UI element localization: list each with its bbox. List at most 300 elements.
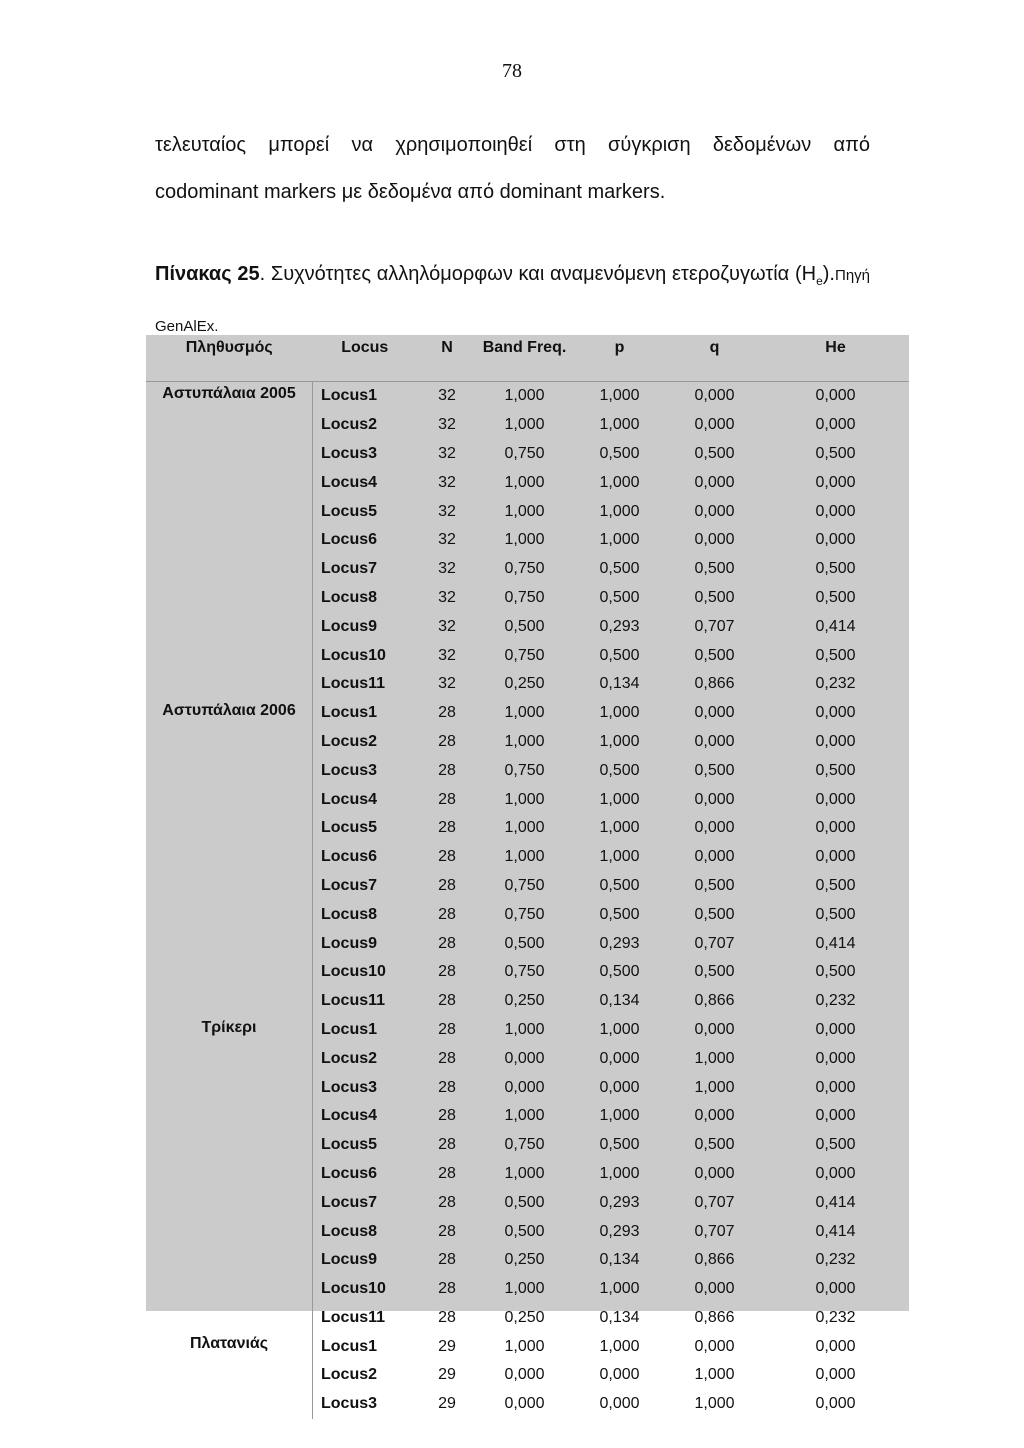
p-cell: 0,500 — [599, 876, 640, 894]
p-cell: 0,500 — [599, 588, 640, 606]
he-cell: 0,000 — [815, 531, 856, 549]
locus-cell: Locus11 — [313, 670, 418, 699]
q-cell: 0,707 — [694, 1193, 735, 1211]
population-cell — [146, 1044, 313, 1073]
population-cell — [146, 958, 313, 987]
he-cell: 0,000 — [815, 473, 856, 491]
locus-cell: Locus9 — [313, 1246, 418, 1275]
n-cell: 28 — [438, 819, 456, 837]
he-cell: 0,000 — [815, 1337, 856, 1355]
caption-label: Πίνακας 25 — [155, 263, 260, 285]
p-cell: 0,134 — [599, 992, 640, 1010]
q-cell: 0,500 — [694, 444, 735, 462]
table-row — [146, 900, 909, 929]
locus-cell: Locus2 — [313, 728, 418, 757]
band-freq-cell: 1,000 — [504, 1107, 545, 1125]
p-cell: 0,500 — [599, 761, 640, 779]
locus-cell: Locus7 — [313, 1188, 418, 1217]
p-cell: 0,500 — [599, 444, 640, 462]
p-cell: 0,000 — [599, 1078, 640, 1096]
he-cell: 0,000 — [815, 387, 856, 405]
he-cell: 0,000 — [815, 1020, 856, 1038]
n-cell: 32 — [438, 502, 456, 520]
locus-cell: Locus10 — [313, 1275, 418, 1304]
he-cell: 0,000 — [815, 819, 856, 837]
band-freq-cell: 0,250 — [504, 1308, 545, 1326]
q-cell: 0,500 — [694, 588, 735, 606]
band-freq-cell: 0,500 — [504, 1193, 545, 1211]
he-cell: 0,000 — [815, 732, 856, 750]
q-cell: 0,000 — [694, 1020, 735, 1038]
n-cell: 28 — [438, 1164, 456, 1182]
population-cell — [146, 555, 313, 584]
population-cell — [146, 612, 313, 641]
population-cell — [146, 1361, 313, 1390]
band-freq-cell: 0,750 — [504, 761, 545, 779]
population-cell — [146, 1304, 313, 1333]
band-freq-cell: 1,000 — [504, 1280, 545, 1298]
p-cell: 1,000 — [599, 387, 640, 405]
table-row — [146, 756, 909, 785]
population-cell — [146, 497, 313, 526]
table-row — [146, 1246, 909, 1275]
page-number: 78 — [502, 60, 522, 82]
n-cell: 28 — [438, 1136, 456, 1154]
p-cell: 0,000 — [599, 1366, 640, 1384]
table-row — [146, 641, 909, 670]
n-cell: 32 — [438, 473, 456, 491]
he-cell: 0,414 — [815, 617, 856, 635]
locus-cell: Locus8 — [313, 584, 418, 613]
q-cell: 0,000 — [694, 704, 735, 722]
he-cell: 0,000 — [815, 1366, 856, 1384]
he-cell: 0,232 — [815, 992, 856, 1010]
p-cell: 1,000 — [599, 416, 640, 434]
population-cell: Πλατανιάς — [189, 1335, 269, 1353]
caption-text: . Συχνότητες αλληλόμορφων και αναμενόμενη ετεροζυγωτία (H — [259, 263, 817, 285]
he-cell: 0,000 — [815, 1395, 856, 1413]
band-freq-cell: 1,000 — [504, 473, 545, 491]
table-row — [146, 411, 909, 440]
population-cell — [146, 1131, 313, 1160]
q-cell: 1,000 — [694, 1366, 735, 1384]
table-row — [146, 468, 909, 497]
table-row — [146, 987, 909, 1016]
table-row — [146, 1131, 909, 1160]
table-body — [146, 382, 909, 1419]
band-freq-cell: 1,000 — [504, 790, 545, 808]
table-row — [146, 440, 909, 469]
band-freq-cell: 0,500 — [504, 1222, 545, 1240]
band-freq-cell: 0,250 — [504, 675, 545, 693]
band-freq-cell: 1,000 — [504, 732, 545, 750]
band-freq-cell: 0,750 — [504, 646, 545, 664]
q-cell: 0,000 — [694, 848, 735, 866]
population-cell — [146, 584, 313, 613]
q-cell: 1,000 — [694, 1395, 735, 1413]
header-q: q — [709, 339, 720, 356]
q-cell: 0,000 — [694, 1164, 735, 1182]
q-cell: 0,000 — [694, 732, 735, 750]
table-row — [146, 1275, 909, 1304]
locus-cell: Locus6 — [313, 843, 418, 872]
population-cell — [146, 1275, 313, 1304]
header-population: Πληθυσμός — [185, 339, 273, 356]
table-row — [146, 1044, 909, 1073]
band-freq-cell: 1,000 — [504, 1337, 545, 1355]
p-cell: 1,000 — [599, 502, 640, 520]
p-cell: 0,500 — [599, 905, 640, 923]
n-cell: 32 — [438, 531, 456, 549]
population-cell — [146, 872, 313, 901]
q-cell: 0,000 — [694, 1107, 735, 1125]
population-cell — [146, 814, 313, 843]
p-cell: 1,000 — [599, 848, 640, 866]
p-cell: 1,000 — [599, 819, 640, 837]
population-cell — [146, 411, 313, 440]
band-freq-cell: 1,000 — [504, 1164, 545, 1182]
n-cell: 32 — [438, 617, 456, 635]
table-row — [146, 584, 909, 613]
locus-cell: Locus4 — [313, 785, 418, 814]
data-table-container — [146, 335, 909, 1413]
q-cell: 0,000 — [694, 790, 735, 808]
he-cell: 0,000 — [815, 790, 856, 808]
table-row — [146, 958, 909, 987]
q-cell: 0,000 — [694, 473, 735, 491]
n-cell: 29 — [438, 1366, 456, 1384]
population-cell — [146, 641, 313, 670]
he-cell: 0,500 — [815, 560, 856, 578]
population-cell — [146, 1217, 313, 1246]
header-locus: Locus — [341, 339, 389, 356]
band-freq-cell: 0,000 — [504, 1395, 545, 1413]
p-cell: 0,500 — [599, 963, 640, 981]
p-cell: 1,000 — [599, 531, 640, 549]
p-cell: 1,000 — [599, 473, 640, 491]
he-cell: 0,500 — [815, 876, 856, 894]
n-cell: 28 — [438, 790, 456, 808]
locus-cell: Locus6 — [313, 1160, 418, 1189]
locus-cell: Locus9 — [313, 612, 418, 641]
q-cell: 0,000 — [694, 387, 735, 405]
he-cell: 0,232 — [815, 1308, 856, 1326]
caption-subscript: e — [816, 274, 823, 288]
locus-cell: Locus7 — [313, 872, 418, 901]
locus-cell: Locus1 — [313, 1016, 418, 1045]
n-cell: 28 — [438, 934, 456, 952]
p-cell: 0,500 — [599, 1136, 640, 1154]
n-cell: 29 — [438, 1337, 456, 1355]
n-cell: 28 — [438, 905, 456, 923]
locus-cell: Locus3 — [313, 1073, 418, 1102]
table-row — [146, 1332, 909, 1361]
he-cell: 0,000 — [815, 1164, 856, 1182]
table-row — [146, 612, 909, 641]
table-row — [146, 699, 909, 728]
he-cell: 0,232 — [815, 675, 856, 693]
p-cell: 0,134 — [599, 1308, 640, 1326]
q-cell: 0,500 — [694, 560, 735, 578]
locus-cell: Locus8 — [313, 900, 418, 929]
n-cell: 28 — [438, 761, 456, 779]
he-cell: 0,000 — [815, 704, 856, 722]
population-cell: Αστυπάλαια 2005 — [162, 385, 296, 402]
table-row — [146, 1016, 909, 1045]
band-freq-cell: 0,750 — [504, 905, 545, 923]
header-n: N — [441, 339, 453, 356]
band-freq-cell: 0,750 — [504, 588, 545, 606]
n-cell: 28 — [438, 704, 456, 722]
locus-cell: Locus1 — [313, 699, 418, 728]
p-cell: 0,134 — [599, 675, 640, 693]
p-cell: 1,000 — [599, 1020, 640, 1038]
locus-cell: Locus1 — [313, 1332, 418, 1361]
population-cell — [146, 929, 313, 958]
n-cell: 32 — [438, 444, 456, 462]
population-cell: Τρίκερι — [201, 1018, 257, 1036]
population-cell — [146, 1102, 313, 1131]
band-freq-cell: 0,750 — [504, 560, 545, 578]
population-cell — [146, 1160, 313, 1189]
population-cell — [146, 843, 313, 872]
header-band-freq: Band Freq. — [482, 339, 567, 356]
n-cell: 28 — [438, 876, 456, 894]
locus-cell: Locus2 — [313, 1044, 418, 1073]
q-cell: 0,866 — [694, 1308, 735, 1326]
population-cell — [146, 785, 313, 814]
he-cell: 0,000 — [815, 1280, 856, 1298]
n-cell: 28 — [438, 1020, 456, 1038]
q-cell: 0,500 — [694, 876, 735, 894]
population-cell — [146, 1073, 313, 1102]
n-cell: 32 — [438, 560, 456, 578]
band-freq-cell: 0,250 — [504, 1251, 545, 1269]
locus-cell: Locus10 — [313, 641, 418, 670]
n-cell: 28 — [438, 963, 456, 981]
p-cell: 0,293 — [599, 1222, 640, 1240]
q-cell: 1,000 — [694, 1049, 735, 1067]
q-cell: 0,707 — [694, 1222, 735, 1240]
table-row — [146, 1160, 909, 1189]
table-row — [146, 1390, 909, 1419]
locus-cell: Locus5 — [313, 1131, 418, 1160]
table-row — [146, 1217, 909, 1246]
he-cell: 0,000 — [815, 1078, 856, 1096]
header-p: p — [614, 339, 625, 356]
band-freq-cell: 0,750 — [504, 876, 545, 894]
table-row — [146, 929, 909, 958]
p-cell: 1,000 — [599, 1280, 640, 1298]
n-cell: 28 — [438, 1280, 456, 1298]
band-freq-cell: 0,250 — [504, 992, 545, 1010]
locus-cell: Locus9 — [313, 929, 418, 958]
paragraph-line-1: τελευταίος μπορεί να χρησιμοποιηθεί στη σύγκριση δεδομένων από — [155, 134, 870, 156]
population-cell — [146, 756, 313, 785]
table-row — [146, 670, 909, 699]
band-freq-cell: 0,750 — [504, 1136, 545, 1154]
band-freq-cell: 1,000 — [504, 704, 545, 722]
locus-cell: Locus2 — [313, 411, 418, 440]
q-cell: 0,500 — [694, 646, 735, 664]
q-cell: 1,000 — [694, 1078, 735, 1096]
he-cell: 0,000 — [815, 1049, 856, 1067]
band-freq-cell: 1,000 — [504, 1020, 545, 1038]
locus-cell: Locus3 — [313, 1390, 418, 1419]
p-cell: 0,293 — [599, 1193, 640, 1211]
n-cell: 28 — [438, 1078, 456, 1096]
q-cell: 0,000 — [694, 416, 735, 434]
table-row — [146, 1361, 909, 1390]
p-cell: 0,293 — [599, 617, 640, 635]
locus-cell: Locus2 — [313, 1361, 418, 1390]
he-cell: 0,000 — [815, 848, 856, 866]
paragraph-line-2: codominant markers με δεδομένα από dominant markers. — [155, 181, 666, 203]
n-cell: 28 — [438, 992, 456, 1010]
q-cell: 0,500 — [694, 905, 735, 923]
q-cell: 0,000 — [694, 531, 735, 549]
table-row — [146, 555, 909, 584]
n-cell: 28 — [438, 1049, 456, 1067]
he-cell: 0,000 — [815, 1107, 856, 1125]
population-cell — [146, 1246, 313, 1275]
band-freq-cell: 1,000 — [504, 819, 545, 837]
he-cell: 0,000 — [815, 502, 856, 520]
p-cell: 0,293 — [599, 934, 640, 952]
table-row — [146, 526, 909, 555]
locus-cell: Locus11 — [313, 1304, 418, 1333]
he-cell: 0,500 — [815, 963, 856, 981]
n-cell: 32 — [438, 675, 456, 693]
population-cell — [146, 900, 313, 929]
q-cell: 0,500 — [694, 1136, 735, 1154]
population-cell — [146, 987, 313, 1016]
q-cell: 0,866 — [694, 675, 735, 693]
n-cell: 32 — [438, 646, 456, 664]
q-cell: 0,707 — [694, 617, 735, 635]
population-cell — [146, 526, 313, 555]
he-cell: 0,500 — [815, 905, 856, 923]
table-row — [146, 814, 909, 843]
table-row — [146, 382, 909, 411]
n-cell: 28 — [438, 1107, 456, 1125]
data-table — [146, 335, 909, 1419]
band-freq-cell: 0,000 — [504, 1078, 545, 1096]
table-row — [146, 1188, 909, 1217]
population-cell: Αστυπάλαια 2006 — [162, 701, 296, 719]
q-cell: 0,000 — [694, 502, 735, 520]
band-freq-cell: 0,500 — [504, 617, 545, 635]
p-cell: 1,000 — [599, 1107, 640, 1125]
p-cell: 1,000 — [599, 1164, 640, 1182]
locus-cell: Locus6 — [313, 526, 418, 555]
q-cell: 0,000 — [694, 819, 735, 837]
population-cell — [146, 440, 313, 469]
locus-cell: Locus3 — [313, 440, 418, 469]
he-cell: 0,500 — [815, 1136, 856, 1154]
he-cell: 0,500 — [815, 588, 856, 606]
table-row — [146, 872, 909, 901]
locus-cell: Locus3 — [313, 756, 418, 785]
band-freq-cell: 0,000 — [504, 1366, 545, 1384]
band-freq-cell: 0,750 — [504, 963, 545, 981]
band-freq-cell: 0,500 — [504, 934, 545, 952]
p-cell: 0,500 — [599, 560, 640, 578]
n-cell: 28 — [438, 732, 456, 750]
table-row — [146, 785, 909, 814]
population-cell — [146, 1390, 313, 1419]
caption-source: Πηγή GenAlEx. — [155, 267, 871, 335]
locus-cell: Locus11 — [313, 987, 418, 1016]
population-cell — [146, 468, 313, 497]
he-cell: 0,500 — [815, 444, 856, 462]
he-cell: 0,414 — [815, 934, 856, 952]
table-row — [146, 843, 909, 872]
band-freq-cell: 1,000 — [504, 531, 545, 549]
he-cell: 0,500 — [815, 646, 856, 664]
band-freq-cell: 1,000 — [504, 848, 545, 866]
n-cell: 32 — [438, 588, 456, 606]
he-cell: 0,500 — [815, 761, 856, 779]
band-freq-cell: 0,000 — [504, 1049, 545, 1067]
n-cell: 32 — [438, 387, 456, 405]
locus-cell: Locus8 — [313, 1217, 418, 1246]
n-cell: 28 — [438, 848, 456, 866]
header-he: He — [825, 339, 846, 356]
n-cell: 32 — [438, 416, 456, 434]
table-header-row — [146, 335, 909, 382]
table-row — [146, 497, 909, 526]
he-cell: 0,414 — [815, 1193, 856, 1211]
population-cell — [146, 728, 313, 757]
locus-cell: Locus5 — [313, 814, 418, 843]
n-cell: 28 — [438, 1308, 456, 1326]
he-cell: 0,000 — [815, 416, 856, 434]
band-freq-cell: 0,750 — [504, 444, 545, 462]
locus-cell: Locus1 — [313, 382, 418, 411]
n-cell: 28 — [438, 1193, 456, 1211]
n-cell: 28 — [438, 1251, 456, 1269]
q-cell: 0,000 — [694, 1337, 735, 1355]
q-cell: 0,500 — [694, 761, 735, 779]
table-row — [146, 728, 909, 757]
locus-cell: Locus7 — [313, 555, 418, 584]
locus-cell: Locus10 — [313, 958, 418, 987]
p-cell: 1,000 — [599, 790, 640, 808]
locus-cell: Locus4 — [313, 1102, 418, 1131]
he-cell: 0,232 — [815, 1251, 856, 1269]
p-cell: 1,000 — [599, 1337, 640, 1355]
caption-close: ). — [822, 263, 835, 285]
n-cell: 29 — [438, 1395, 456, 1413]
table-row — [146, 1073, 909, 1102]
p-cell: 0,134 — [599, 1251, 640, 1269]
p-cell: 0,000 — [599, 1049, 640, 1067]
band-freq-cell: 1,000 — [504, 387, 545, 405]
table-row — [146, 1102, 909, 1131]
q-cell: 0,866 — [694, 1251, 735, 1269]
band-freq-cell: 1,000 — [504, 502, 545, 520]
locus-cell: Locus5 — [313, 497, 418, 526]
population-cell — [146, 670, 313, 699]
p-cell: 0,000 — [599, 1395, 640, 1413]
he-cell: 0,414 — [815, 1222, 856, 1240]
p-cell: 1,000 — [599, 704, 640, 722]
p-cell: 0,500 — [599, 646, 640, 664]
population-cell — [146, 1188, 313, 1217]
q-cell: 0,000 — [694, 1280, 735, 1298]
q-cell: 0,707 — [694, 934, 735, 952]
